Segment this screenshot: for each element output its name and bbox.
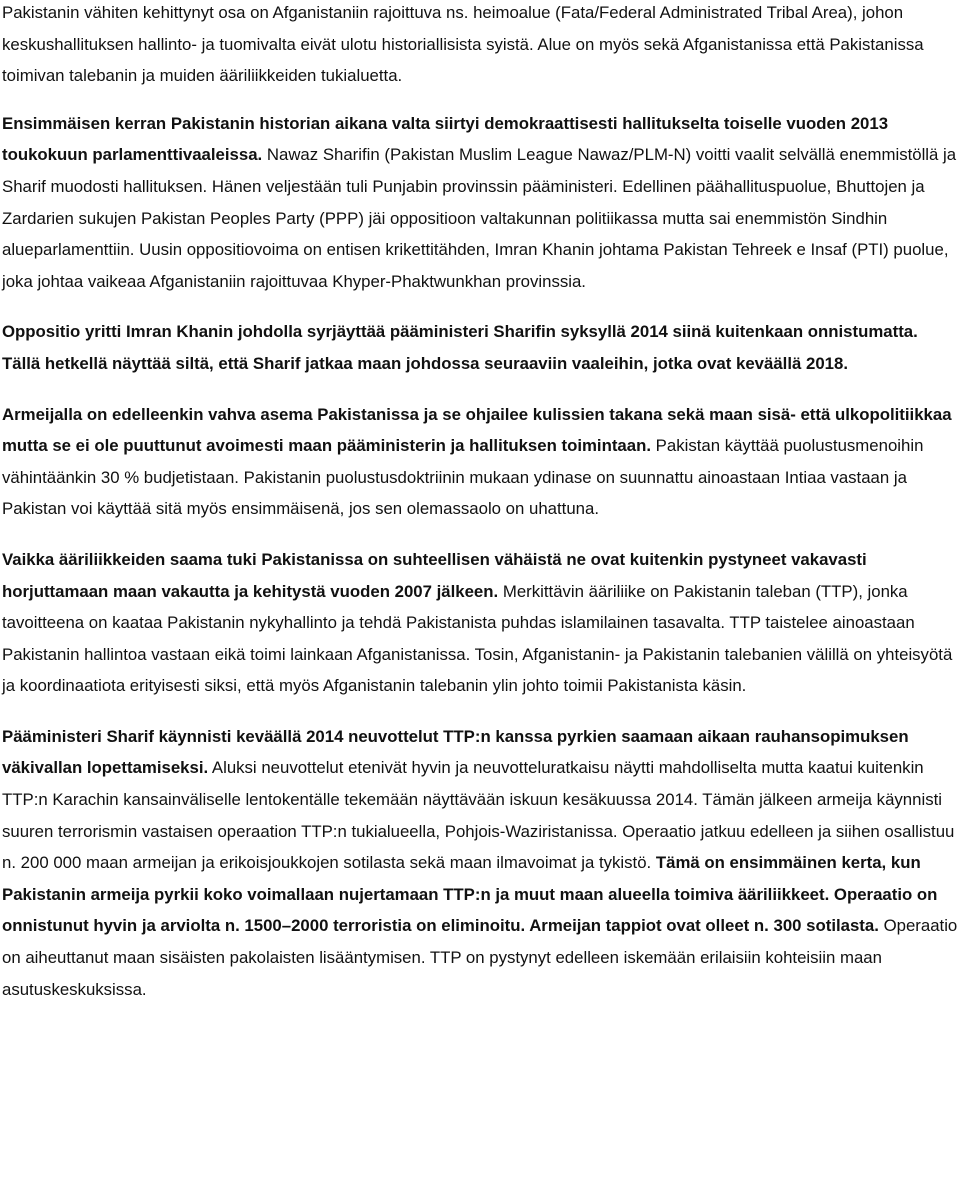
paragraph-negotiations — [2, 721, 958, 1005]
paragraph-text: Merkittävin ääriliike on Pakistanin taleban (TTP), jonka tavoitteena on kaataa Pakistanin nykyhallinto ja tehdä Pakistanista puhdas islamilainen tasavalta. TTP taistelee ainoastaan Pakistanin hallintoa vastaan eikä toimi lainkaan Afganistanissa. Tosin, Afganistanin- ja Pakistanin talebanien välillä on yhteisyötä ja koordinaatiota erityisesti siksi, että myös Afganistanin talebanin ylin johto toimii Pakistanista käsin. — [2, 581, 953, 696]
paragraph-bold-lead: Ensimmäisen kerran Pakistanin historian aikana valta siirtyi demokraattisesti hallitukselta toiselle vuoden 2013 toukokuun parlamenttivaaleissa. — [2, 113, 889, 165]
paragraph-bold-lead: Oppositio yritti Imran Khanin johdolla syrjäyttää pääministeri Sharifin syksyllä 2014 siinä kuitenkaan onnistumatta. Tällä hetkellä näyttää siltä, että Sharif jatkaa maan johdossa seuraaviin vaaleihin, jotka ovat keväällä 2018. — [2, 322, 918, 373]
paragraph-text: Pakistan käyttää puolustusmenoihin vähintäänkin 30 % budjetistaan. Pakistanin puolustusdoktriinin mukaan ydinase on suunnattu ainoastaan Intiaa vastaan ja Pakistan voi käyttää sitä myös ensimmäisenä, jos sen olemassaolo on uhattuna. — [2, 436, 924, 519]
document-page — [2, 0, 958, 1024]
paragraph-text: Aluksi neuvottelut etenivät hyvin ja neuvotteluratkaisu näytti mahdolliselta mutta kaatui kuitenkin TTP:n Karachin kansainväliselle lentokentälle tekemään näyttävään iskuun kesäkuussa 2014. Tämän jälkeen armeija käynnisti suuren terrorismin vastaisen operaation TTP:n tukialueella, Pohjois-Waziristanissa. Operaatio jatkuu edelleen ja siihen osallistuu n. 200 000 maan armeijan ja erikoisjoukkojen sotilasta sekä maan ilmavoimat ja tykistö. — [2, 758, 955, 873]
paragraph-elections-2013 — [2, 108, 958, 298]
paragraph-opposition — [2, 316, 958, 379]
paragraph-text: Nawaz Sharifin (Pakistan Muslim League Nawaz/PLM-N) voitti vaalit selvällä enemmistöllä ja Sharif muodosti hallituksen. Hänen veljestään tuli Punjabin provinssin pääministeri. Edellinen päähallituspuolue, Bhuttojen ja Zardarien sukujen Pakistan Peoples Party (PPP) jäi oppositioon valtakunnan politiikassa mutta sai enemmistön Sindhin alueparlamenttiin. Uusin oppositiovoima on entisen krikettitähden, Imran Khanin johtama Pakistan Tehreek e Insaf (PTI) puolue, joka johtaa vaikeaa Afganistaniin rajoittuvaa Khyper-Phaktwunkhan provinssia. — [2, 145, 957, 291]
paragraph-extremists — [2, 544, 958, 702]
paragraph-army — [2, 399, 958, 525]
paragraph-text-tail: Operaatio on aiheuttanut maan sisäisten pakolaisten lisääntymisen. TTP on pystynyt edelleen iskemään erilaisiin kohteisiin maan asutuskeskuksissa. — [2, 916, 958, 999]
paragraph-tribal-area — [2, 0, 958, 92]
paragraph-text: Pakistanin vähiten kehittynyt osa on Afganistaniin rajoittuva ns. heimoalue (Fata/Federal Administrated Tribal Area), johon keskushallituksen hallinto- ja tuomivalta eivät ulotu historiallisista syistä. Alue on myös sekä Afganistanissa että Pakistanissa toimivan talebanin ja muiden ääriliikkeiden tukialuetta. — [2, 3, 924, 86]
paragraph-bold-lead: Armeijalla on edelleenkin vahva asema Pakistanissa ja se ohjailee kulissien takana sekä maan sisä- että ulkopolitiikkaa mutta se ei ole puuttunut avoimesti maan pääministerin ja hallituksen toimintaan. — [2, 404, 952, 456]
paragraph-bold-lead: Pääministeri Sharif käynnisti keväällä 2014 neuvottelut TTP:n kanssa pyrkien saamaan aikaan rauhansopimuksen väkivallan lopettamiseksi. — [2, 726, 909, 778]
paragraph-bold-lead: Vaikka ääriliikkeiden saama tuki Pakistanissa on suhteellisen vähäistä ne ovat kuitenkin pystyneet vakavasti horjuttamaan maan vakautta ja kehitystä vuoden 2007 jälkeen. — [2, 549, 867, 601]
paragraph-bold-inline: Tämä on ensimmäinen kerta, kun Pakistanin armeija pyrkii koko voimallaan nujertamaan TTP:n ja muut maan alueella toimiva ääriliikkeet. Operaatio on onnistunut hyvin ja arviolta n. 1500–2000 terroristia on eliminoitu. Armeijan tappiot ovat olleet n. 300 sotilasta. — [2, 853, 938, 936]
